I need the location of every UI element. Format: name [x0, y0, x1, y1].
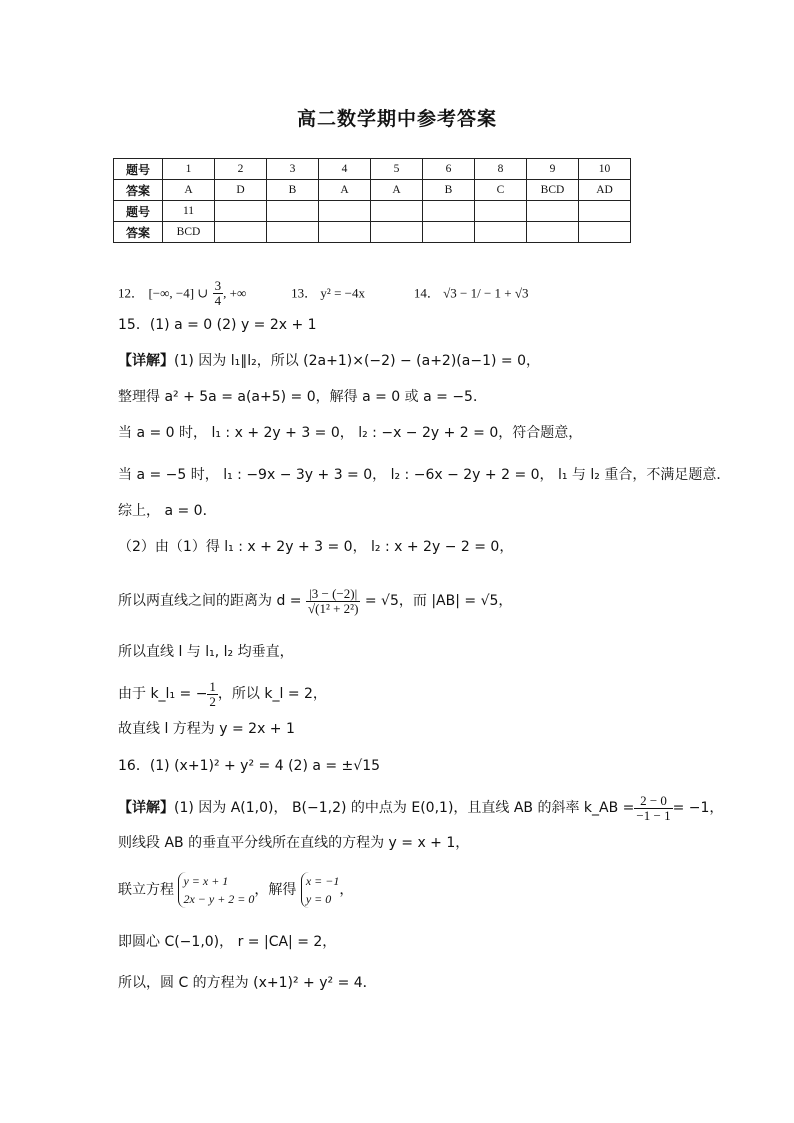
- detail-line-distance: [118, 583, 512, 619]
- fraction-denominator: √(1² + 2²): [307, 600, 359, 616]
- table-cell: BCD: [527, 180, 579, 201]
- detail-text: 联立方程: [118, 882, 174, 898]
- table-cell: [215, 222, 267, 243]
- table-cell: A: [163, 180, 215, 201]
- table-cell: 1: [163, 159, 215, 180]
- fraction-denominator: 2: [209, 693, 216, 709]
- detail-line: 所以直线 l 与 l₁, l₂ 均垂直，: [118, 644, 294, 660]
- table-cell: B: [267, 180, 319, 201]
- equation: x = −1: [305, 874, 340, 888]
- q15-answer: 15．(1) a = 0 (2) y = 2x + 1: [118, 317, 317, 333]
- table-cell: 8: [475, 159, 527, 180]
- detail-line-slope-ab: [118, 790, 723, 826]
- table-cell: 5: [371, 159, 423, 180]
- q12-label: 12．: [118, 285, 145, 301]
- table-cell: 11: [163, 201, 215, 222]
- detail-line: 所以，圆 C 的方程为 (x+1)² + y² = 4．: [118, 975, 377, 991]
- q13-answer: 13． y² = −4x: [291, 285, 365, 301]
- table-row: [114, 180, 631, 201]
- q12-fraction: [213, 279, 224, 308]
- detail-line: 当 a = 0 时， l₁ : x + 2y + 3 = 0， l₂ : −x − 2y + 2 = 0，符合题意，: [118, 425, 583, 441]
- fraction-denominator: −1 − 1: [636, 807, 671, 823]
- table-row: [114, 159, 631, 180]
- table-row: [114, 222, 631, 243]
- table-cell: [423, 222, 475, 243]
- detail-text: ，所以 k_l = 2，: [217, 686, 327, 702]
- table-cell: A: [319, 180, 371, 201]
- table-cell: C: [475, 180, 527, 201]
- detail-label: 【详解】: [118, 800, 174, 816]
- table-cell: AD: [579, 180, 631, 201]
- detail-line: 综上， a = 0．: [118, 503, 217, 519]
- table-cell: A: [371, 180, 423, 201]
- table-cell: [371, 222, 423, 243]
- table-cell: [423, 201, 475, 222]
- detail-line-slope: [118, 676, 327, 712]
- fraction-numerator: |3 − (−2)|: [306, 587, 360, 602]
- table-cell: [579, 222, 631, 243]
- table-cell: [527, 201, 579, 222]
- detail-text: 所以两直线之间的距离为 d =: [118, 593, 302, 609]
- table-header-cell: 题号: [114, 201, 163, 222]
- detail-line: 整理得 a² + 5a = a(a+5) = 0，解得 a = 0 或 a = −5．: [118, 389, 487, 405]
- slope-fraction: [207, 680, 218, 709]
- table-cell: [371, 201, 423, 222]
- detail-line: （2）由（1）得 l₁ : x + 2y + 3 = 0， l₂ : x + 2y − 2 = 0，: [118, 539, 514, 555]
- detail-text: (1) 因为 A(1,0)， B(−1,2) 的中点为 E(0,1)，且直线 AB 的斜率 k_AB =: [174, 800, 635, 816]
- equation: 2x − y + 2 = 0: [183, 892, 255, 906]
- table-cell: [319, 201, 371, 222]
- table-cell: [267, 201, 319, 222]
- table-cell: D: [215, 180, 267, 201]
- detail-text: (1) 因为 l₁∥l₂，所以 (2a+1)×(−2) − (a+2)(a−1) = 0，: [174, 353, 540, 369]
- fraction-numerator: 1: [209, 678, 216, 694]
- table-cell: [579, 201, 631, 222]
- table-header-cell: 答案: [114, 180, 163, 201]
- detail-text: 由于 k_l₁ = −: [118, 686, 208, 702]
- table-cell: [267, 222, 319, 243]
- slope-ab-fraction: [634, 794, 672, 823]
- q16-answer: 16．(1) (x+1)² + y² = 4 (2) a = ±√15: [118, 758, 381, 774]
- equation-system: [178, 872, 254, 908]
- equation: y = 0: [305, 892, 332, 906]
- table-cell: [319, 222, 371, 243]
- table-cell: 3: [267, 159, 319, 180]
- table-cell: [215, 201, 267, 222]
- equation: y = x + 1: [183, 874, 229, 888]
- table-cell: [527, 222, 579, 243]
- q12-tail: , +∞: [223, 285, 247, 301]
- fraction-numerator: 3: [214, 278, 222, 293]
- table-cell: 2: [215, 159, 267, 180]
- table-cell: 4: [319, 159, 371, 180]
- distance-fraction: [306, 587, 360, 616]
- table-cell: [475, 222, 527, 243]
- detail-line: 则线段 AB 的垂直平分线所在直线的方程为 y = x + 1，: [118, 835, 470, 851]
- detail-label: 【详解】: [118, 353, 174, 369]
- table-cell: BCD: [163, 222, 215, 243]
- detail-line: 当 a = −5 时， l₁ : −9x − 3y + 3 = 0， l₂ : −6x − 2y + 2 = 0， l₁ 与 l₂ 重合，不满足题意．: [118, 467, 731, 483]
- detail-text: = −1，: [672, 800, 724, 816]
- fraction-numerator: 2 − 0: [634, 794, 672, 809]
- detail-text: = √5，而 |AB| = √5，: [364, 593, 513, 609]
- table-cell: [475, 201, 527, 222]
- q12-interval: [−∞, −4] ∪: [148, 285, 209, 301]
- detail-line: 即圆心 C(−1,0)， r = |CA| = 2，: [118, 934, 337, 950]
- detail-text: ，: [339, 882, 354, 898]
- detail-line: [118, 352, 540, 370]
- table-header-cell: 题号: [114, 159, 163, 180]
- table-cell: 10: [579, 159, 631, 180]
- table-row: [114, 201, 631, 222]
- table-cell: 9: [527, 159, 579, 180]
- detail-line: 故直线 l 方程为 y = 2x + 1: [118, 721, 295, 737]
- detail-text: ，解得: [254, 882, 297, 898]
- page-title: 高二数学期中参考答案: [296, 108, 497, 130]
- fraction-denominator: 4: [214, 293, 222, 308]
- table-header-cell: 答案: [114, 222, 163, 243]
- answer-table: [113, 158, 631, 243]
- answer-line-12-14: [118, 279, 529, 308]
- table-cell: 6: [423, 159, 475, 180]
- detail-line-system: [118, 870, 353, 910]
- q14-answer: 14． √3 − 1/ − 1 + √3: [413, 285, 529, 301]
- solution-system: [301, 872, 340, 908]
- table-cell: B: [423, 180, 475, 201]
